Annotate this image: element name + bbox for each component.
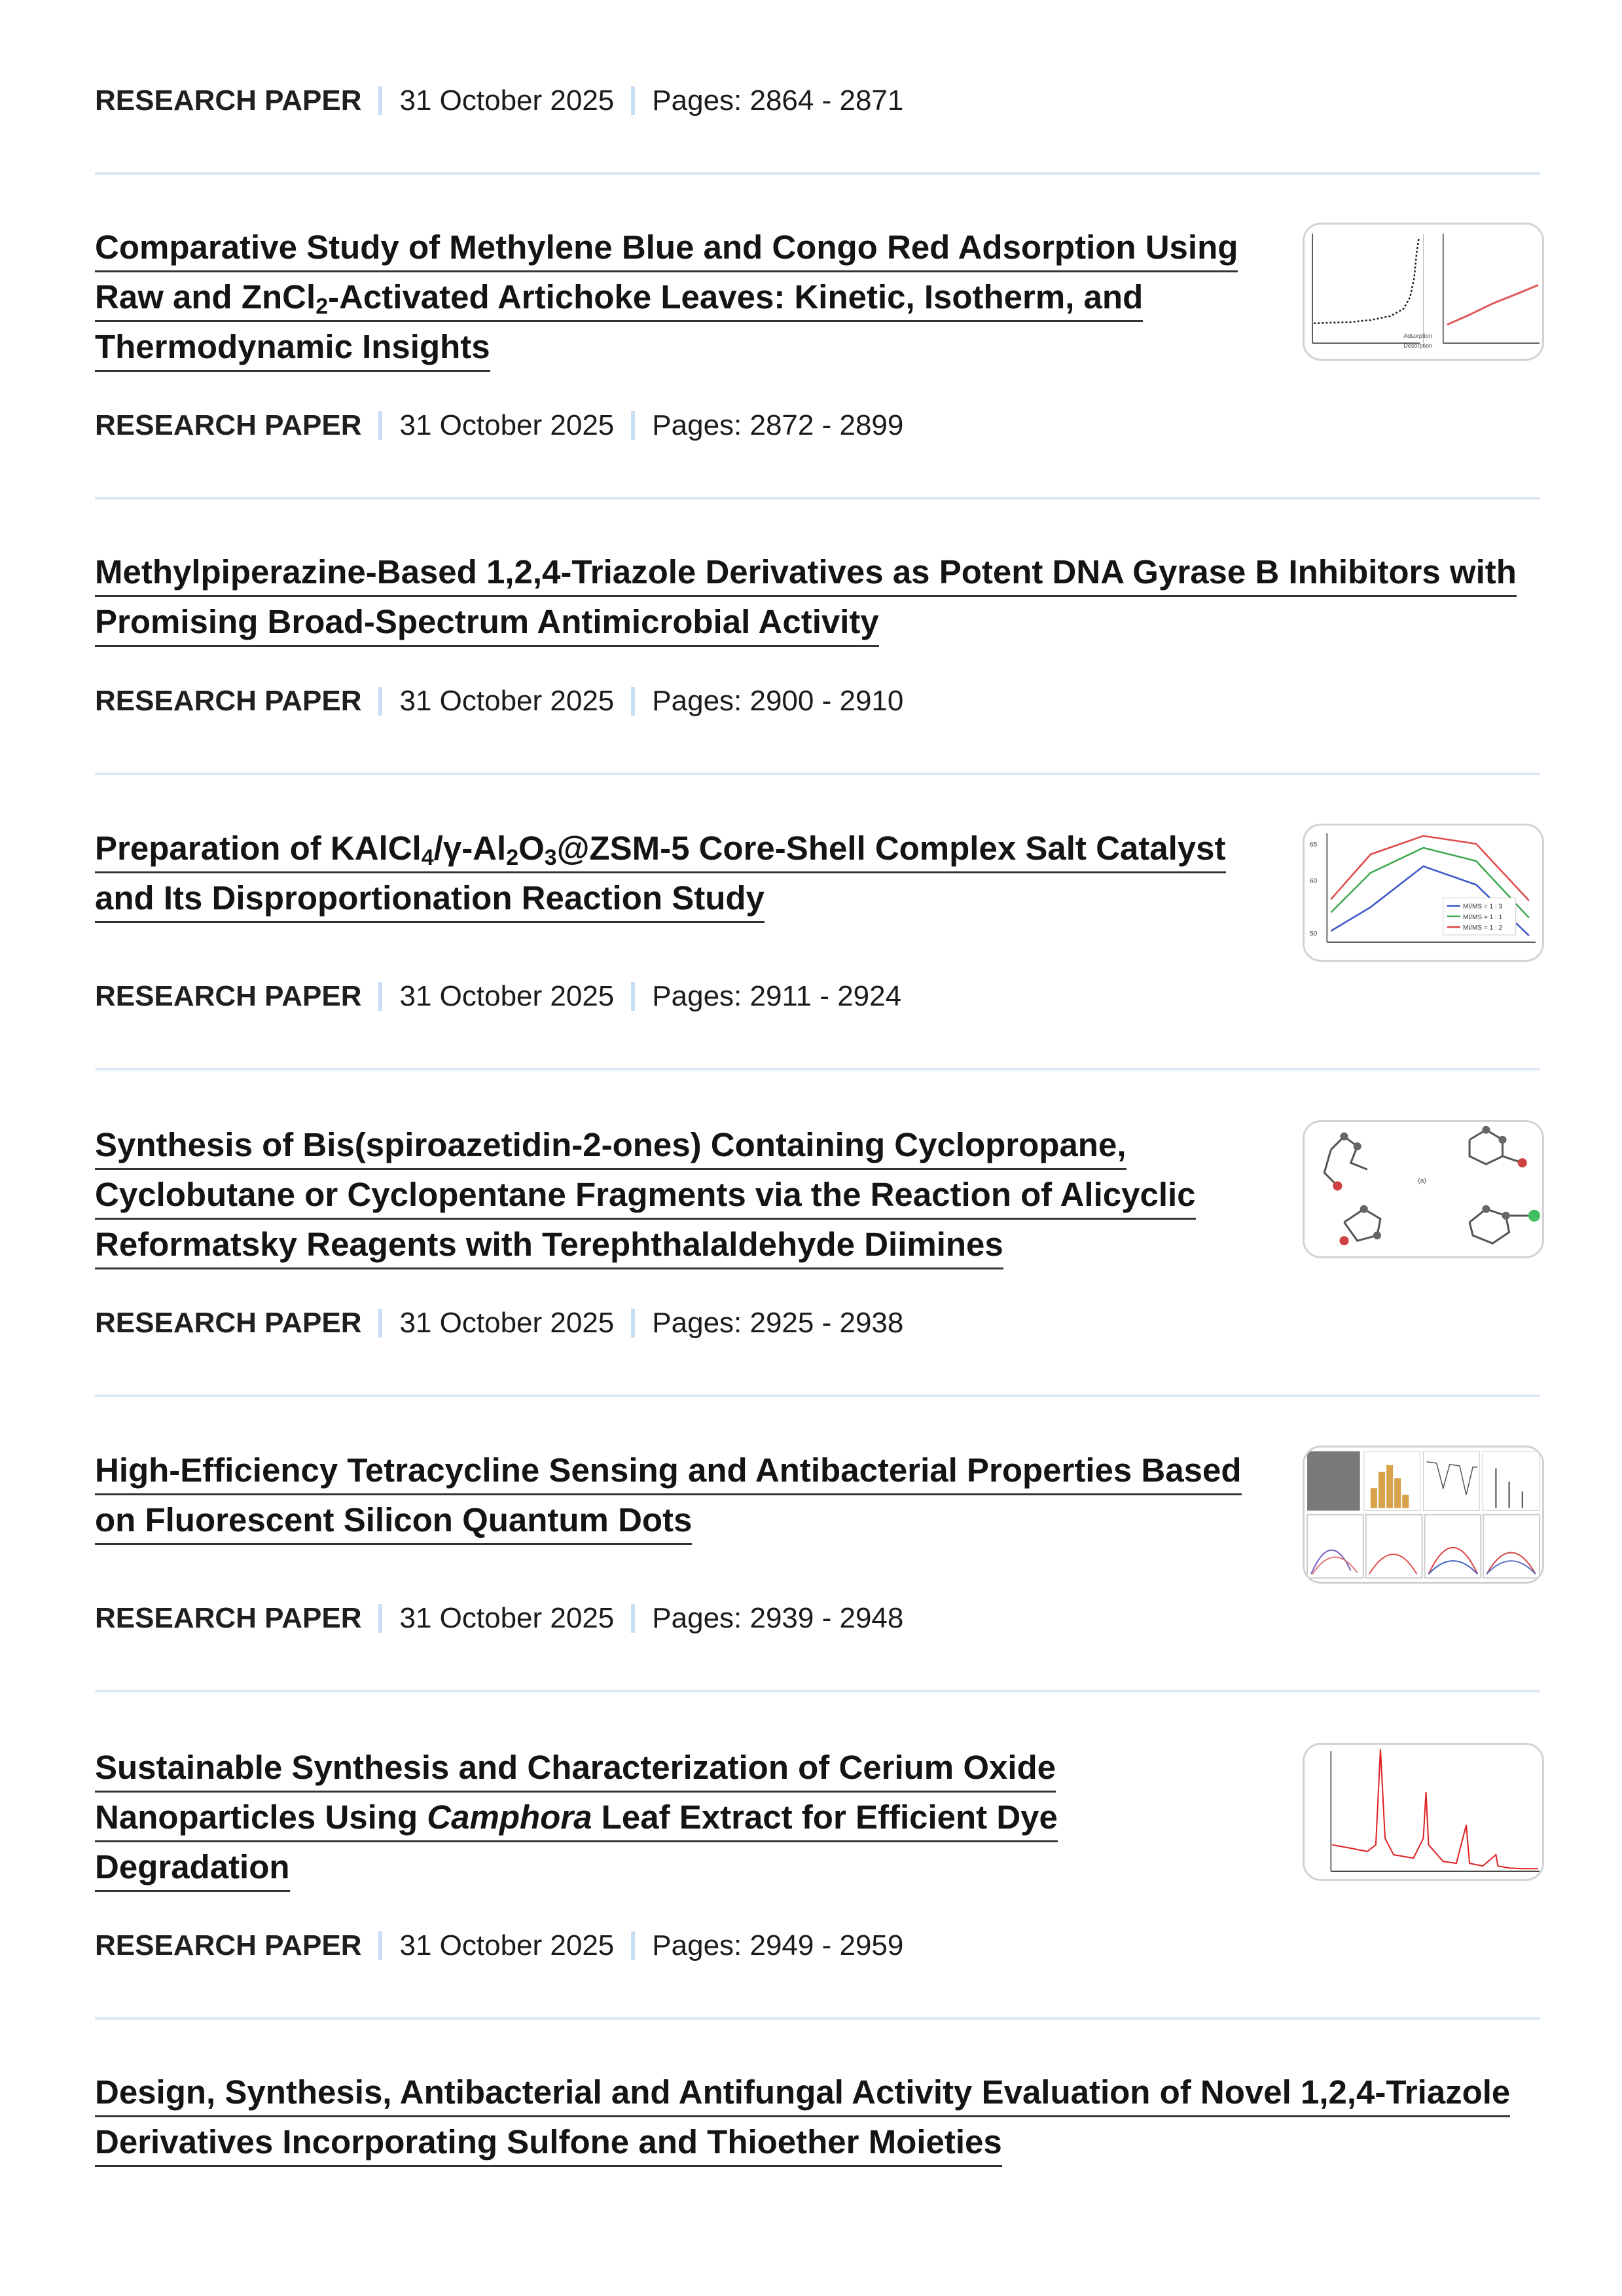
- svg-text:Adsorption: Adsorption: [1403, 333, 1432, 340]
- article-date: 31 October 2025: [399, 409, 615, 441]
- article-date: 31 October 2025: [399, 980, 615, 1012]
- title-line[interactable]: Promising Broad-Spectrum Antimicrobial Activity: [95, 599, 879, 647]
- article-type: RESEARCH PAPER: [95, 1307, 362, 1339]
- article-pages: Pages: 2864 - 2871: [652, 84, 904, 117]
- article-meta: [95, 974, 901, 1019]
- meta-separator: [378, 687, 382, 716]
- title-line[interactable]: Thermodynamic Insights: [95, 324, 490, 372]
- divider: [95, 1394, 1540, 1397]
- divider: [95, 1690, 1540, 1692]
- title-line[interactable]: Design, Synthesis, Antibacterial and Antifungal Activity Evaluation of Novel 1,2,4-Triazole: [95, 2069, 1510, 2117]
- title-line[interactable]: Degradation: [95, 1844, 290, 1892]
- title-line[interactable]: Raw and ZnCl$_2$-Activated Artichoke Leaves: Kinetic, Isotherm, and: [95, 274, 1143, 322]
- meta-separator: [631, 86, 635, 115]
- article-pages: Pages: 2900 - 2910: [652, 685, 904, 717]
- meta-separator: [378, 86, 382, 115]
- svg-text:Desorption: Desorption: [1403, 342, 1433, 350]
- article-meta: [95, 78, 903, 124]
- title-line[interactable]: Sustainable Synthesis and Characterization of Cerium Oxide: [95, 1745, 1056, 1793]
- meta-separator: [378, 1931, 382, 1960]
- article-pages: Pages: 2939 - 2948: [652, 1602, 904, 1634]
- title-line[interactable]: Reformatsky Reagents with Terephthalaldehyde Diimines: [95, 1222, 1003, 1269]
- title-line[interactable]: Synthesis of Bis(spiroazetidin-2-ones) Containing Cyclopropane,: [95, 1122, 1126, 1170]
- svg-text:50: 50: [1310, 930, 1318, 938]
- yield-curves-figure: [1305, 826, 1542, 960]
- divider: [95, 172, 1540, 175]
- article-meta: [95, 678, 903, 724]
- article-type: RESEARCH PAPER: [95, 409, 362, 441]
- article-pages: Pages: 2911 - 2924: [652, 980, 902, 1012]
- meta-separator: [378, 1604, 382, 1633]
- thumbnail-legend-entry: MI/MS = 1 : 2: [1463, 924, 1503, 932]
- article-date: 31 October 2025: [399, 1307, 615, 1339]
- article-title-link[interactable]: [95, 2068, 1510, 2167]
- article-title-link[interactable]: [95, 1120, 1196, 1269]
- meta-separator: [631, 1931, 635, 1960]
- article-meta: [95, 1923, 903, 1969]
- svg-text:60: 60: [1310, 877, 1318, 885]
- article-meta: [95, 1300, 903, 1346]
- article-meta: [95, 403, 903, 448]
- adsorption-isotherm-figure: [1305, 225, 1542, 359]
- multi-panel-characterization-figure: [1305, 1448, 1542, 1582]
- thumbnail-legend-entry: MI/MS = 1 : 1: [1463, 913, 1503, 921]
- article-thumbnail[interactable]: [1303, 1743, 1544, 1881]
- meta-separator: [631, 687, 635, 716]
- molecular-structures-figure: [1305, 1122, 1542, 1256]
- title-line[interactable]: on Fluorescent Silicon Quantum Dots: [95, 1497, 692, 1545]
- title-line[interactable]: Nanoparticles Using Camphora Leaf Extract for Efficient Dye: [95, 1795, 1058, 1842]
- article-type: RESEARCH PAPER: [95, 1602, 362, 1634]
- title-line[interactable]: Cyclobutane or Cyclopentane Fragments via the Reaction of Alicyclic: [95, 1172, 1196, 1220]
- title-line[interactable]: Derivatives Incorporating Sulfone and Thioether Moieties: [95, 2119, 1002, 2167]
- divider: [95, 1068, 1540, 1070]
- article-date: 31 October 2025: [399, 685, 615, 717]
- article-type: RESEARCH PAPER: [95, 980, 362, 1012]
- xrd-pattern-figure: [1305, 1745, 1542, 1879]
- article-pages: Pages: 2872 - 2899: [652, 409, 904, 441]
- svg-text:65: 65: [1310, 841, 1318, 848]
- article-title-link[interactable]: [95, 1743, 1058, 1892]
- article-type: RESEARCH PAPER: [95, 685, 362, 717]
- meta-separator: [631, 411, 635, 440]
- divider: [95, 773, 1540, 775]
- meta-separator: [631, 1309, 635, 1338]
- meta-separator: [631, 1604, 635, 1633]
- article-title-link[interactable]: [95, 824, 1226, 923]
- meta-separator: [378, 411, 382, 440]
- title-line[interactable]: and Its Disproportionation Reaction Study: [95, 875, 765, 923]
- svg-text:(a): (a): [1418, 1177, 1426, 1185]
- article-type: RESEARCH PAPER: [95, 84, 362, 117]
- article-title-link[interactable]: [95, 1446, 1242, 1545]
- article-type: RESEARCH PAPER: [95, 1929, 362, 1961]
- article-thumbnail[interactable]: [1303, 824, 1544, 962]
- article-title-link[interactable]: [95, 223, 1238, 372]
- article-thumbnail[interactable]: [1303, 223, 1544, 361]
- article-pages: Pages: 2949 - 2959: [652, 1929, 904, 1961]
- article-date: 31 October 2025: [399, 84, 615, 117]
- title-line[interactable]: Comparative Study of Methylene Blue and Congo Red Adsorption Using: [95, 225, 1238, 272]
- title-line[interactable]: Methylpiperazine-Based 1,2,4-Triazole Derivatives as Potent DNA Gyrase B Inhibitors with: [95, 549, 1517, 597]
- thumbnail-legend-entry: MI/MS = 1 : 3: [1463, 903, 1503, 911]
- divider: [95, 2017, 1540, 2020]
- article-thumbnail[interactable]: [1303, 1120, 1544, 1258]
- divider: [95, 497, 1540, 500]
- title-line[interactable]: Preparation of $KAlCl_4/\gamma-Al_2O_3@ZSM-5$ Core-Shell Complex Salt Catalyst: [95, 826, 1226, 873]
- meta-separator: [378, 1309, 382, 1338]
- article-date: 31 October 2025: [399, 1929, 615, 1961]
- article-date: 31 October 2025: [399, 1602, 615, 1634]
- article-pages: Pages: 2925 - 2938: [652, 1307, 904, 1339]
- article-meta: [95, 1595, 903, 1641]
- meta-separator: [378, 982, 382, 1011]
- article-title-link[interactable]: [95, 547, 1517, 647]
- article-thumbnail[interactable]: [1303, 1446, 1544, 1584]
- title-line[interactable]: High-Efficiency Tetracycline Sensing and Antibacterial Properties Based: [95, 1448, 1242, 1495]
- meta-separator: [631, 982, 635, 1011]
